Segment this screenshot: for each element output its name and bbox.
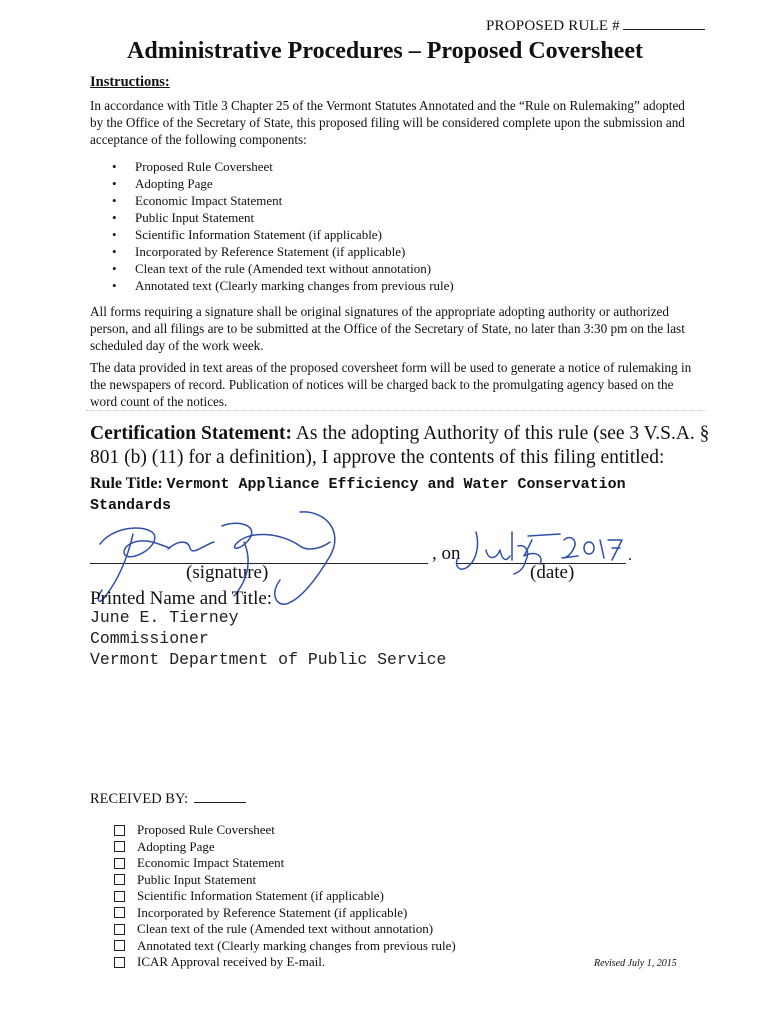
list-item[interactable] bbox=[114, 822, 456, 839]
on-label: , on bbox=[432, 543, 461, 564]
list-item[interactable] bbox=[114, 921, 456, 938]
rule-title-value[interactable]: Vermont Appliance Efficiency and Water Conservation Standards bbox=[90, 476, 626, 514]
date-stroke bbox=[524, 534, 560, 564]
received-by-label: RECEIVED BY: bbox=[90, 791, 189, 807]
checkbox[interactable] bbox=[114, 940, 125, 951]
checkbox-label: ICAR Approval received by E-mail. bbox=[137, 954, 326, 969]
list-item: • Scientific Information Statement (if applicable) bbox=[112, 226, 454, 243]
proposed-rule-blank[interactable] bbox=[623, 16, 705, 30]
date-caption: (date) bbox=[530, 562, 575, 583]
page-title: Administrative Procedures – Proposed Coversheet bbox=[127, 38, 643, 64]
proposed-rule-number bbox=[486, 16, 705, 35]
list-item: • Economic Impact Statement bbox=[112, 192, 454, 209]
checkbox-label: Clean text of the rule (Amended text without annotation) bbox=[137, 921, 434, 936]
instructions-heading: Instructions: bbox=[90, 74, 170, 90]
list-item[interactable] bbox=[114, 855, 456, 872]
printed-name[interactable]: June E. Tierney bbox=[90, 608, 239, 627]
list-item: • Incorporated by Reference Statement (if applicable) bbox=[112, 243, 454, 260]
revised-date: Revised July 1, 2015 bbox=[594, 958, 677, 969]
printed-name-label: Printed Name and Title: bbox=[90, 588, 273, 609]
list-item[interactable] bbox=[114, 839, 456, 856]
printed-title[interactable]: Commissioner bbox=[90, 629, 209, 648]
list-item[interactable] bbox=[114, 888, 456, 905]
signature-stroke bbox=[275, 512, 335, 604]
checkbox-label: Scientific Information Statement (if applicable) bbox=[137, 888, 384, 903]
signature-stroke bbox=[222, 523, 330, 549]
checkbox[interactable] bbox=[114, 957, 125, 968]
checkbox-label: Public Input Statement bbox=[137, 871, 257, 887]
checkbox[interactable] bbox=[114, 924, 125, 935]
date-stroke bbox=[584, 542, 594, 554]
checkbox[interactable] bbox=[114, 874, 125, 885]
date-stroke bbox=[562, 538, 578, 558]
checkbox-label: Adopting Page bbox=[137, 838, 215, 854]
signature-stroke bbox=[168, 542, 214, 551]
list-item[interactable] bbox=[114, 872, 456, 889]
instructions-intro: In accordance with Title 3 Chapter 25 of the Vermont Statutes Annotated and the “Rule on Rulemaking” adopted by the Office of the Secretary of State, this proposed filing will be considered complete upon the submission and acceptance of the following components: bbox=[90, 98, 685, 147]
checkbox-label: Incorporated by Reference Statement (if applicable) bbox=[137, 904, 408, 920]
received-checklist bbox=[114, 822, 456, 971]
list-item: • Public Input Statement bbox=[112, 209, 454, 226]
notice-note: The data provided in text areas of the proposed coversheet form will be used to generate a notice of rulemaking in the newspapers of record. Publication of notices will be charged back to the promulgating agency based on the word count of the notices. bbox=[90, 360, 692, 409]
list-item: • Clean text of the rule (Amended text without annotation) bbox=[112, 260, 454, 277]
date-stroke bbox=[600, 540, 604, 558]
checkbox-label: Annotated text (Clearly marking changes from previous rule) bbox=[137, 937, 456, 953]
certification-statement bbox=[90, 422, 730, 470]
list-item: • Proposed Rule Coversheet bbox=[112, 158, 454, 175]
list-item: • Annotated text (Clearly marking changes from previous rule) bbox=[112, 277, 454, 294]
received-by-blank[interactable] bbox=[194, 790, 246, 803]
date-period: . bbox=[628, 547, 632, 564]
checkbox[interactable] bbox=[114, 891, 125, 902]
rule-title bbox=[90, 473, 690, 516]
signature-note: All forms requiring a signature shall be original signatures of the appropriate adopting authority or authorized person, and all filings are to be submitted at the Office of the Secretary of State, no later than 3:30 pm on the last scheduled day of the work week. bbox=[90, 304, 685, 353]
list-item[interactable] bbox=[114, 938, 456, 955]
printed-department[interactable]: Vermont Department of Public Service bbox=[90, 650, 447, 669]
checkbox[interactable] bbox=[114, 841, 125, 852]
signature-stroke bbox=[100, 528, 170, 557]
certification-label: Certification Statement: bbox=[90, 423, 292, 444]
checkbox[interactable] bbox=[114, 907, 125, 918]
checkbox-label: Proposed Rule Coversheet bbox=[137, 822, 275, 837]
certification-text: As the adopting Authority of this rule (see 3 V.S.A. § 801 (b) (11) for a definition), I approve the contents of this filing entitled: bbox=[90, 423, 710, 468]
components-list bbox=[112, 158, 454, 294]
date-stroke bbox=[608, 540, 622, 560]
list-item[interactable] bbox=[114, 905, 456, 922]
date-stroke bbox=[514, 546, 528, 574]
date-stroke bbox=[486, 550, 510, 559]
received-by bbox=[90, 790, 246, 808]
signature-caption: (signature) bbox=[186, 562, 269, 583]
rule-title-label: Rule Title: bbox=[90, 475, 163, 492]
checkbox[interactable] bbox=[114, 825, 125, 836]
checkbox-label: Economic Impact Statement bbox=[137, 855, 285, 870]
section-divider bbox=[86, 410, 706, 411]
list-item[interactable] bbox=[114, 954, 456, 971]
list-item: • Adopting Page bbox=[112, 175, 454, 192]
proposed-rule-label: PROPOSED RULE # bbox=[486, 18, 620, 34]
checkbox[interactable] bbox=[114, 858, 125, 869]
